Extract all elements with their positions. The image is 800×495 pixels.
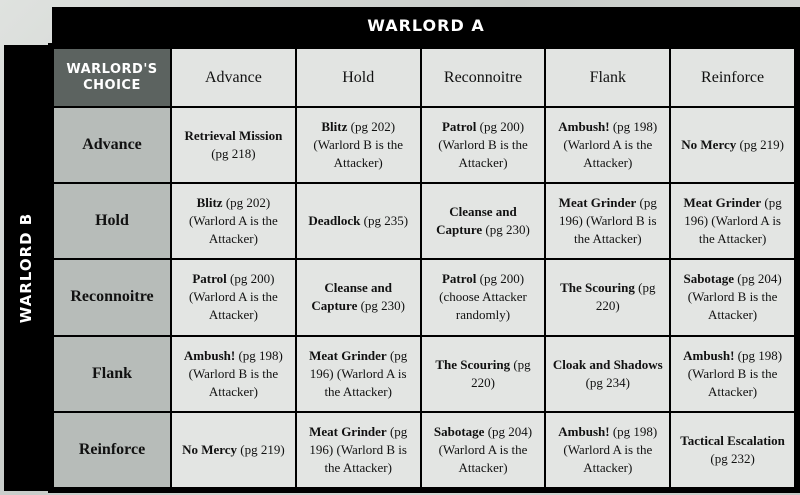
mission-cell: [546, 260, 669, 334]
mission-name: Cleanse and Capture: [311, 280, 392, 314]
mission-details: (pg 202) (Warlord B is the Attacker): [313, 119, 403, 171]
table-row: [54, 184, 794, 258]
mission-details: (pg 230): [357, 298, 406, 314]
mission-name: Meat Grinder: [558, 195, 637, 211]
mission-details: (pg 219): [736, 137, 784, 153]
mission-cell: [172, 337, 295, 411]
header-row: [54, 49, 794, 106]
mission-table: [52, 47, 796, 489]
mission-cell: [297, 108, 420, 182]
row-header-reinforce: Reinforce: [54, 413, 170, 487]
mission-name: Ambush!: [558, 423, 610, 439]
mission-name: Blitz: [196, 195, 223, 211]
mission-name: Deadlock: [308, 213, 361, 229]
mission-name: Sabotage: [683, 271, 735, 287]
mission-name: Retrieval Mission: [184, 128, 283, 144]
mission-name: Tactical Escalation: [680, 432, 785, 448]
mission-details: (pg 218): [211, 146, 256, 162]
mission-name: Ambush!: [683, 347, 735, 363]
mission-details: (pg 219): [237, 441, 285, 457]
mission-details: (pg 235): [360, 213, 409, 229]
mission-name: Cleanse and Capture: [436, 204, 517, 238]
mission-name: Ambush!: [558, 119, 610, 135]
mission-cell: [297, 337, 420, 411]
mission-cell: [297, 184, 420, 258]
mission-cell: [297, 413, 420, 487]
mission-details: (pg 198) (Warlord A is the Attacker): [563, 423, 658, 475]
mission-cell: [546, 337, 669, 411]
mission-details: (pg 220): [471, 356, 531, 390]
mission-cell: [671, 108, 794, 182]
mission-cell: [422, 184, 545, 258]
mission-cell: [671, 337, 794, 411]
mission-name: Sabotage: [433, 423, 485, 439]
mission-cell: [422, 260, 545, 334]
mission-name: Blitz: [321, 119, 348, 135]
mission-details: (pg 196) (Warlord B is the Attacker): [309, 423, 408, 475]
row-header-advance: Advance: [54, 108, 170, 182]
mission-cell: [172, 184, 295, 258]
mission-details: (pg 234): [585, 374, 630, 390]
mission-cell: [546, 413, 669, 487]
warlord-b-label: WARLORD B: [17, 212, 35, 324]
warlords-choice-corner: [54, 49, 170, 106]
mission-cell: [546, 108, 669, 182]
corner-line-2: CHOICE: [83, 77, 141, 93]
mission-cell: [422, 337, 545, 411]
mission-name: Meat Grinder: [309, 347, 387, 363]
mission-details: (pg 196) (Warlord B is the Attacker): [559, 195, 657, 247]
mission-cell: [546, 184, 669, 258]
mission-cell: [422, 413, 545, 487]
mission-details: (pg 230): [482, 222, 530, 238]
mission-cell: [297, 260, 420, 334]
mission-name: Meat Grinder: [309, 423, 387, 439]
column-header-reconnoitre: Reconnoitre: [422, 49, 545, 106]
mission-cell: [671, 260, 794, 334]
mission-details: (pg 232): [710, 450, 755, 466]
mission-cell: [172, 413, 295, 487]
mission-name: Ambush!: [183, 347, 236, 363]
column-header-hold: Hold: [297, 49, 420, 106]
mission-details: (pg 196) (Warlord A is the Attacker): [309, 347, 408, 399]
table-row: [54, 260, 794, 334]
mission-details: (pg 198) (Warlord A is the Attacker): [563, 119, 658, 171]
mission-cell: [671, 413, 794, 487]
mission-details: (pg 202) (Warlord A is the Attacker): [188, 195, 278, 247]
table-row: [54, 108, 794, 182]
table-row: [54, 337, 794, 411]
mission-details: (pg 200) (Warlord B is the Attacker): [438, 119, 528, 171]
row-header-hold: Hold: [54, 184, 170, 258]
mission-name: Cloak and Shadows: [552, 356, 663, 372]
mission-details: (pg 198) (Warlord B is the Attacker): [188, 347, 283, 399]
mission-name: Meat Grinder: [683, 195, 762, 211]
warlord-a-label: WARLORD A: [367, 15, 485, 35]
mission-details: (pg 220): [595, 280, 656, 314]
mission-cell: [172, 260, 295, 334]
column-header-advance: Advance: [172, 49, 295, 106]
mission-name: Patrol: [441, 119, 477, 135]
column-header-reinforce: Reinforce: [671, 49, 794, 106]
mission-details: (pg 200) (choose Attacker randomly): [439, 271, 527, 323]
corner-line-1: WARLORD'S: [66, 61, 158, 77]
table-row: [54, 413, 794, 487]
mission-name: The Scouring: [435, 356, 511, 372]
mission-details: (pg 196) (Warlord A is the Attacker): [684, 195, 782, 247]
mission-name: The Scouring: [560, 280, 635, 296]
row-header-reconnoitre: Reconnoitre: [54, 260, 170, 334]
mission-matrix: [48, 43, 800, 493]
mission-name: Patrol: [192, 271, 227, 287]
mission-details: (pg 200) (Warlord A is the Attacker): [188, 271, 278, 323]
mission-name: No Mercy: [681, 137, 737, 153]
mission-cell: [422, 108, 545, 182]
mission-details: (pg 204) (Warlord A is the Attacker): [438, 423, 533, 475]
mission-name: No Mercy: [182, 441, 238, 457]
mission-name: Patrol: [441, 271, 477, 287]
warlord-b-header: [4, 45, 48, 491]
warlord-a-header: [52, 7, 800, 43]
mission-details: (pg 204) (Warlord B is the Attacker): [687, 271, 782, 323]
row-header-flank: Flank: [54, 337, 170, 411]
mission-cell: [671, 184, 794, 258]
column-header-flank: Flank: [546, 49, 669, 106]
mission-details: (pg 198) (Warlord B is the Attacker): [687, 347, 783, 399]
mission-cell: [172, 108, 295, 182]
